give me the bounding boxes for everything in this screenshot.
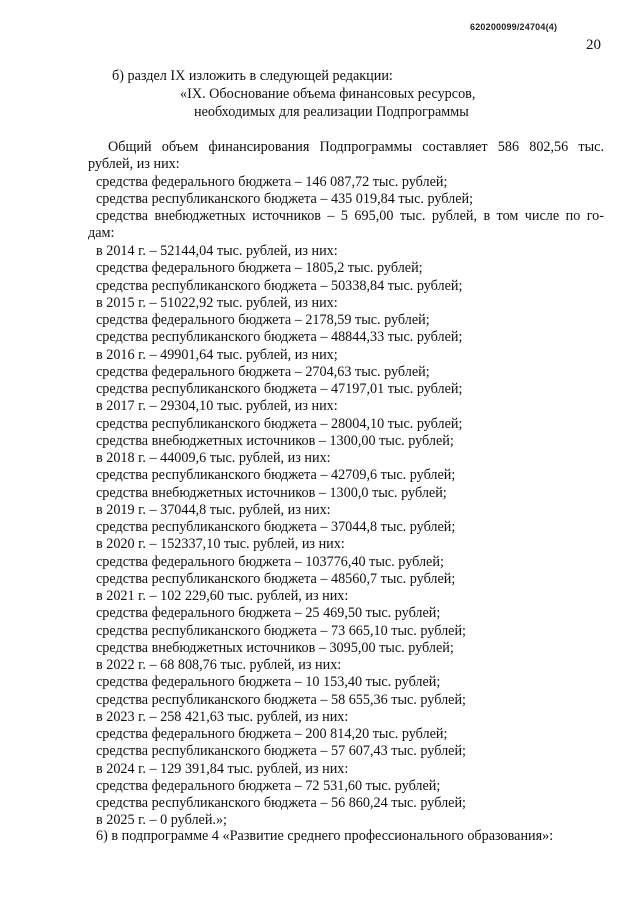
year-source-line: средства федерального бюджета – 72 531,60 тыс. рублей; (96, 777, 441, 794)
document-id: 620200099/24704(4) (470, 22, 558, 32)
year-source-line: средства республиканского бюджета – 42709,6 тыс. рублей; (96, 467, 456, 484)
section-heading-line-1: «IX. Обоснование объема финансовых ресурсов, (180, 86, 476, 102)
year-source-line: средства республиканского бюджета – 58 655,36 тыс. рублей; (96, 691, 466, 708)
year-source-line: средства внебюджетных источников – 1300,00 тыс. рублей; (96, 432, 454, 449)
year-source-line: средства республиканского бюджета – 28004,10 тыс. рублей; (96, 415, 463, 432)
year-source-line: средства республиканского бюджета – 56 860,24 тыс. рублей; (96, 795, 466, 811)
year-total-line: в 2022 г. – 68 808,76 тыс. рублей, из них: (96, 657, 342, 673)
year-total-line: в 2021 г. – 102 229,60 тыс. рублей, из них: (96, 588, 349, 604)
year-source-line: средства республиканского бюджета – 47197,01 тыс. рублей; (96, 381, 463, 397)
source-republic-total: средства республиканского бюджета – 435 019,84 тыс. рублей; (96, 191, 474, 207)
year-total-line: в 2017 г. – 29304,10 тыс. рублей, из них: (96, 398, 338, 415)
year-source-line: средства республиканского бюджета – 48560,7 тыс. рублей; (96, 570, 456, 587)
year-source-line: средства федерального бюджета – 2178,59 тыс. рублей; (96, 312, 430, 328)
year-source-line: средства республиканского бюджета – 48844,33 тыс. рублей; (96, 329, 463, 346)
year-total-line: в 2019 г. – 37044,8 тыс. рублей, из них: (96, 501, 331, 518)
year-source-line: средства федерального бюджета – 25 469,50 тыс. рублей; (96, 605, 441, 622)
year-source-line: средства республиканского бюджета – 57 607,43 тыс. рублей; (96, 743, 466, 760)
page-number: 20 (586, 37, 601, 53)
source-extra-total-line-1: средства внебюджетных источников – 5 695,00 тыс. рублей, в том числе по го- (96, 208, 604, 224)
year-total-line: в 2023 г. – 258 421,63 тыс. рублей, из них: (96, 708, 349, 725)
year-source-line: средства республиканского бюджета – 73 665,10 тыс. рублей; (96, 622, 466, 639)
year-total-line: в 2025 г. – 0 рублей.»; (96, 812, 227, 829)
year-source-line: средства внебюджетных источников – 1300,0 тыс. рублей; (96, 484, 447, 501)
source-extra-total-line-2: дам: (88, 225, 115, 241)
source-federal-total: средства федерального бюджета – 146 087,72 тыс. рублей; (96, 174, 448, 190)
intro-line: б) раздел IX изложить в следующей редакции: (112, 68, 393, 84)
year-total-line: в 2024 г. – 129 391,84 тыс. рублей, из них: (96, 760, 349, 777)
year-source-line: средства федерального бюджета – 10 153,40 тыс. рублей; (96, 674, 441, 691)
year-source-line: средства федерального бюджета – 200 814,20 тыс. рублей; (96, 726, 448, 742)
section-heading-line-2: необходимых для реализации Подпрограммы (194, 104, 469, 120)
total-funding-line-1: Общий объем финансирования Подпрограммы составляет 586 802,56 тыс. (108, 139, 604, 155)
year-total-line: в 2014 г. – 52144,04 тыс. рублей, из них: (96, 243, 338, 259)
year-source-line: средства федерального бюджета – 2704,63 тыс. рублей; (96, 363, 430, 380)
year-total-line: в 2018 г. – 44009,6 тыс. рублей, из них: (96, 450, 331, 466)
year-source-line: средства федерального бюджета – 103776,40 тыс. рублей; (96, 553, 444, 570)
year-source-line: средства республиканского бюджета – 37044,8 тыс. рублей; (96, 519, 456, 535)
closing-line: 6) в подпрограмме 4 «Развитие среднего профессионального образования»: (96, 828, 554, 844)
total-funding-line-2: рублей, из них: (88, 156, 180, 172)
year-total-line: в 2016 г. – 49901,64 тыс. рублей, из них; (96, 346, 338, 363)
year-total-line: в 2020 г. – 152337,10 тыс. рублей, из них: (96, 536, 345, 553)
year-total-line: в 2015 г. – 51022,92 тыс. рублей, из них: (96, 294, 338, 311)
year-source-line: средства федерального бюджета – 1805,2 тыс. рублей; (96, 260, 423, 277)
year-source-line: средства внебюджетных источников – 3095,00 тыс. рублей; (96, 639, 454, 656)
year-source-line: средства республиканского бюджета – 50338,84 тыс. рублей; (96, 277, 463, 294)
